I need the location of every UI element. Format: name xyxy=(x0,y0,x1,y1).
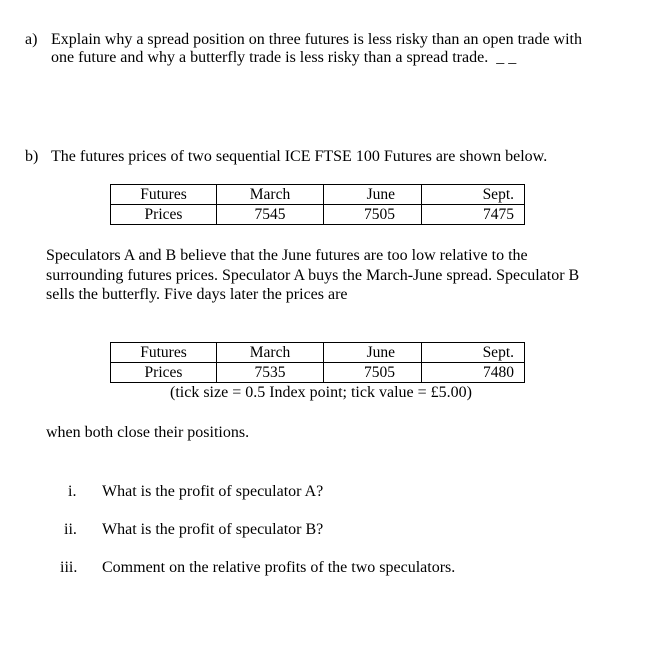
trailing-dashes: _ _ xyxy=(496,49,517,66)
question-a-label: a) xyxy=(25,31,38,48)
subquestion-iii-text: Comment on the relative profits of the two speculators. xyxy=(102,559,456,576)
scenario-line-1: Speculators A and B believe that the June futures are too low relative to the xyxy=(46,247,528,264)
futures-table-initial xyxy=(110,184,525,225)
table-row xyxy=(111,363,525,383)
table-cell: Prices xyxy=(111,363,217,383)
table-row xyxy=(111,205,525,225)
table-cell: 7480 xyxy=(422,363,525,383)
table-cell: Sept. xyxy=(422,185,525,205)
table-cell: 7475 xyxy=(422,205,525,225)
subquestion-i-label: i. xyxy=(68,483,77,500)
table-cell: March xyxy=(217,185,324,205)
futures-table-later xyxy=(110,342,525,383)
scenario-line-2: surrounding futures prices. Speculator A buys the March-June spread. Speculator B xyxy=(46,267,580,284)
question-b-label: b) xyxy=(25,148,39,165)
table-cell: June xyxy=(324,185,422,205)
table-cell: 7505 xyxy=(324,205,422,225)
table-cell: 7535 xyxy=(217,363,324,383)
question-a-line-2-text: one future and why a butterfly trade is less risky than a spread trade. xyxy=(51,49,489,66)
table-cell: Futures xyxy=(111,343,217,363)
closing-line: when both close their positions. xyxy=(46,424,250,441)
table-cell: March xyxy=(217,343,324,363)
question-a-line-2 xyxy=(51,49,516,67)
scenario-line-3: sells the butterfly. Five days later the prices are xyxy=(46,286,348,303)
subquestion-i-text: What is the profit of speculator A? xyxy=(102,483,324,500)
table-cell: Futures xyxy=(111,185,217,205)
table-cell: June xyxy=(324,343,422,363)
table-cell: 7545 xyxy=(217,205,324,225)
table-row xyxy=(111,343,525,363)
table-cell: 7505 xyxy=(324,363,422,383)
table-cell: Prices xyxy=(111,205,217,225)
tick-size-note: (tick size = 0.5 Index point; tick value = £5.00) xyxy=(170,384,472,401)
question-b-intro: The futures prices of two sequential ICE FTSE 100 Futures are shown below. xyxy=(51,148,548,165)
table-cell: Sept. xyxy=(422,343,525,363)
subquestion-ii-text: What is the profit of speculator B? xyxy=(102,521,324,538)
question-a-line-1: Explain why a spread position on three futures is less risky than an open trade with xyxy=(51,31,582,48)
subquestion-ii-label: ii. xyxy=(64,521,77,538)
subquestion-iii-label: iii. xyxy=(60,559,78,576)
table-row xyxy=(111,185,525,205)
